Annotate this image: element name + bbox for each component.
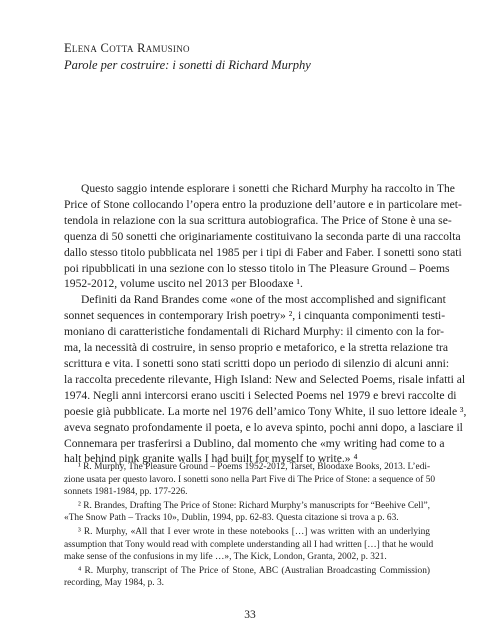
footnote-line: ¹ R. Murphy, The Pleasure Ground – Poems 1952-2012, Tarset, Bloodaxe Books, 2013. L’edi- [78, 462, 431, 472]
text-line: quenza di 50 sonetti che originariamente costituivano la seconda parte di una raccolta [64, 229, 461, 243]
footnote-line: ³ R. Murphy, «All that I ever wrote in these notebooks […] was written with an underlying [78, 527, 430, 538]
text-line: sonnet sequences in contemporary Irish poetry» ², i cinquanta componimenti testi- [64, 309, 446, 323]
footnote-4 [64, 565, 430, 590]
text-line: tendola in relazione con la sua scrittura autobiografica. The Price of Stone è una se- [64, 213, 452, 227]
chapter-author: Elena Cotta Ramusino [64, 41, 190, 55]
text-line: poi ripubblicati in una sezione con lo stesso titolo in The Pleasure Ground – Poems [64, 261, 450, 275]
footnote-line: make sense of the confusions in my life …», The Kick, London, Granta, 2002, p. 321. [64, 552, 387, 563]
footnote-line: zione usata per questo lavoro. I sonetti sono nella Part Five di The Price of Stone: a sequence of 50 [64, 474, 436, 485]
page-number: 33 [244, 609, 256, 621]
chapter-title: Parole per costruire: i sonetti di Richard Murphy [64, 58, 311, 72]
footnote-2 [64, 500, 430, 525]
text-line: scrittura e vita. I sonetti sono stati scritti dopo un periodo di silenzio di alcuni anni: [64, 356, 450, 370]
text-line: dallo stesso titolo pubblicata nel 1985 per i tipi di Faber and Faber. I sonetti sono stati [64, 245, 462, 259]
text-line: 1952-2012, volume uscito nel 2013 per Bloodaxe ¹. [64, 277, 303, 291]
text-line: moniano di caratteristiche fondamentali di Richard Murphy: il cimento con la for- [64, 325, 444, 339]
footnote-line: recording, May 1984, p. 3. [64, 578, 164, 589]
footnote-line: ² R. Brandes, Drafting The Price of Stone: Richard Murphy’s manuscripts for “Beehive Cell”, [78, 500, 430, 511]
footnote-line: ⁴ R. Murphy, transcript of The Price of Stone, ABC (Australian Broadcasting Commission) [78, 565, 430, 576]
text-line: poesie già pubblicate. La morte nel 1976 dell’amico Tony White, il suo lettore ideale ³, [64, 404, 467, 418]
footnotes [64, 461, 436, 591]
text-line: Price of Stone collocando l’opera entro la produzione dell’autore e in particolare met- [64, 197, 462, 211]
footnote-line: sonnets 1981-1984, pp. 177-226. [64, 487, 188, 497]
text-line: aveva segnato profondamente il poeta, e lo aveva spinto, pochi anni dopo, a lasciare il [64, 420, 463, 434]
text-line: la raccolta precedente rilevante, High Island: New and Selected Poems, risale infatti al [64, 372, 466, 386]
paragraph-1 [64, 181, 462, 292]
text-line: Questo saggio intende esplorare i sonetti che Richard Murphy ha raccolto in The [81, 182, 455, 195]
text-line: Connemara per trasferirsi a Dublino, dal momento che «my writing had come to a [64, 436, 445, 450]
text-line: halt behind pink granite walls I had built for myself to write.» ⁴ [64, 452, 358, 466]
text-line: 1974. Negli anni intercorsi erano usciti i Selected Poems nel 1979 e brevi raccolte di [64, 388, 457, 402]
footnote-1 [64, 461, 436, 499]
text-line: ma, la necessità di costruire, in senso proprio e metaforico, e la stretta relazione tra [64, 341, 449, 355]
footnote-3 [64, 526, 434, 564]
footnote-line: assumption that Tony would read with complete understanding all I had written […] that he would [64, 539, 434, 550]
text-line: Definiti da Rand Brandes come «one of the most accomplished and significant [81, 293, 446, 307]
footnote-line: «The Snow Path – Tracks 10», Dublin, 1994, pp. 62-83. Questa citazione si trova a p. 63. [64, 513, 399, 524]
